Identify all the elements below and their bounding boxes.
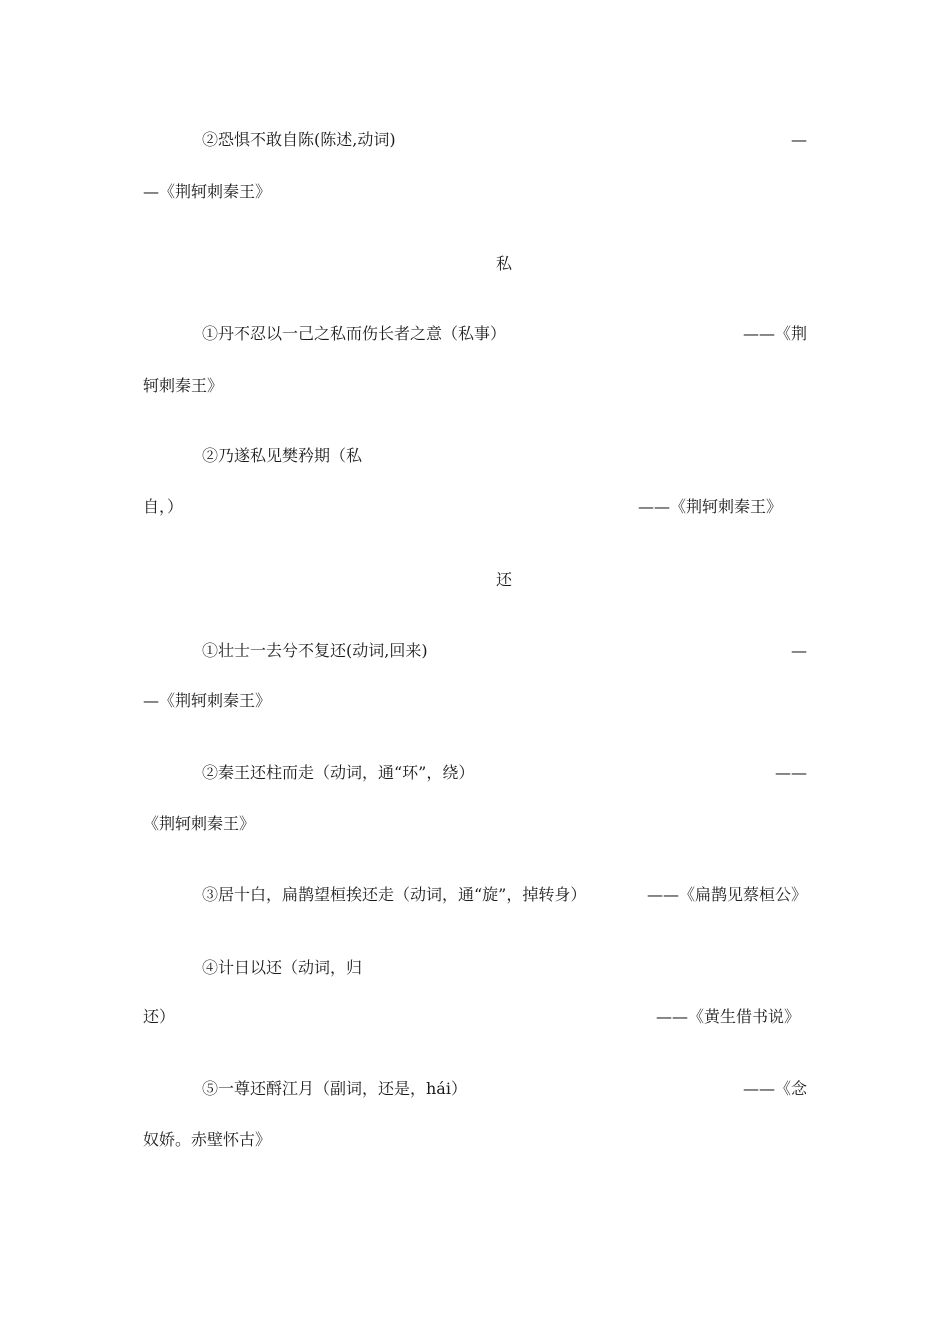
entry-text: ③居十白，扁鹊望桓挨还走（动词，通“旋”，掉转身） (202, 885, 587, 904)
entry-text: ②恐惧不敢自陈(陈述,动词) (202, 130, 396, 149)
entry-source-tail: —— (775, 763, 807, 782)
entry-text: ②乃遂私见樊矜期（私 (202, 446, 363, 465)
headword-si: 私 (495, 254, 512, 273)
entry-source: ——《荆轲刺秦王》 (637, 497, 782, 516)
entry-text-continued: 自，） (143, 497, 184, 516)
entry-text-continued: 还） (143, 1007, 176, 1026)
entry-source-continued: 奴娇。赤壁怀古》 (143, 1130, 272, 1149)
entry-source-tail: ——《荆 (742, 324, 807, 343)
entry-source-continued: 轲刺秦王》 (143, 376, 224, 395)
entry-source-continued: 《荆轲刺秦王》 (143, 814, 256, 833)
entry-source-continued: —《荆轲刺秦王》 (143, 182, 272, 201)
entry-text: ④计日以还（动词，归 (202, 958, 363, 977)
entry-text: ⑤一尊还酹江月（副词，还是，hái） (202, 1079, 467, 1098)
entry-source-tail: — (791, 130, 807, 149)
entry-text: ②秦王还柱而走（动词，通“环”，绕） (202, 763, 475, 782)
entry-source-tail: ——《念 (742, 1079, 807, 1098)
entry-text: ①丹不忍以一己之私而伤长者之意（私事） (202, 324, 507, 343)
headword-huan: 还 (495, 570, 512, 589)
entry-source: ——《黄生借书说》 (655, 1007, 800, 1026)
entry-source: ——《扁鹊见蔡桓公》 (646, 885, 807, 904)
entry-source-continued: —《荆轲刺秦王》 (143, 691, 272, 710)
entry-source-tail: — (791, 641, 807, 660)
entry-text: ①壮士一去兮不复还(动词,回来) (202, 641, 428, 660)
